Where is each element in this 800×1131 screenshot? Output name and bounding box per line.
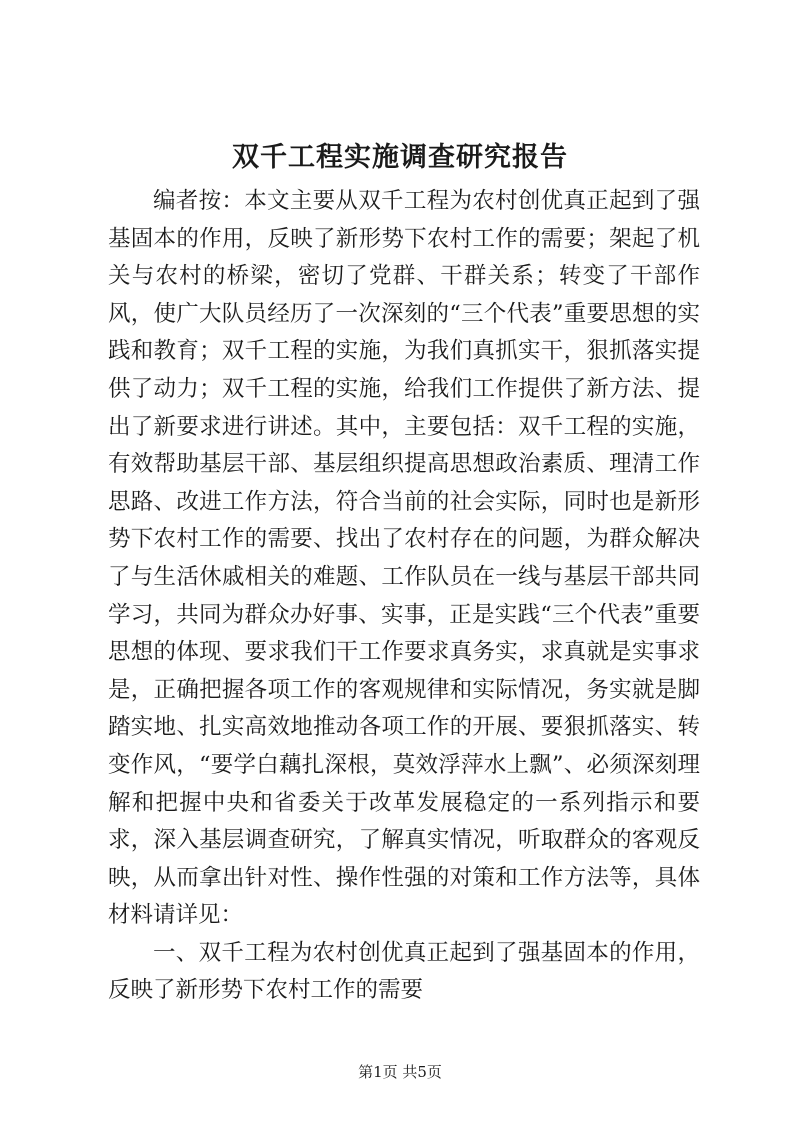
page-number-footer: 第1页 共5页: [358, 1063, 442, 1081]
document-body: [108, 183, 700, 1010]
document-title: 双千工程实施调查研究报告: [232, 142, 568, 173]
editor-note-paragraph: 编者按：本文主要从双千工程为农村创优真正起到了强基固本的作用，反映了新形势下农村工作的需要；架起了机关与农村的桥梁，密切了党群、干群关系；转变了干部作风，使广大队员经历了一次深刻的“三个代表”重要思想的实践和教育；双千工程的实施，为我们真抓实干，狠抓落实提供了动力；双千工程的实施，给我们工作提供了新方法、提出了新要求进行讲述。其中，主要包括：双千工程的实施，有效帮助基层干部、基层组织提高思想政治素质、理清工作思路、改进工作方法，符合当前的社会实际，同时也是新形势下农村工作的需要、找出了农村存在的问题，为群众解决了与生活休戚相关的难题、工作队员在一线与基层干部共同学习，共同为群众办好事、实事，正是实践“三个代表”重要思想的体现、要求我们干工作要求真务实，求真就是实事求是，正确把握各项工作的客观规律和实际情况，务实就是脚踏实地、扎实高效地推动各项工作的开展、要狠抓落实、转变作风，“要学白藕扎深根，莫效浮萍水上飘”、必须深刻理解和把握中央和省委关于改革发展稳定的一系列指示和要求，深入基层调查研究，了解真实情况，听取群众的客观反映，从而拿出针对性、操作性强的对策和工作方法等，具体材料请详见：: [108, 188, 700, 929]
section-heading-paragraph: 一、双千工程为农村创优真正起到了强基固本的作用，反映了新形势下农村工作的需要: [108, 939, 700, 1004]
